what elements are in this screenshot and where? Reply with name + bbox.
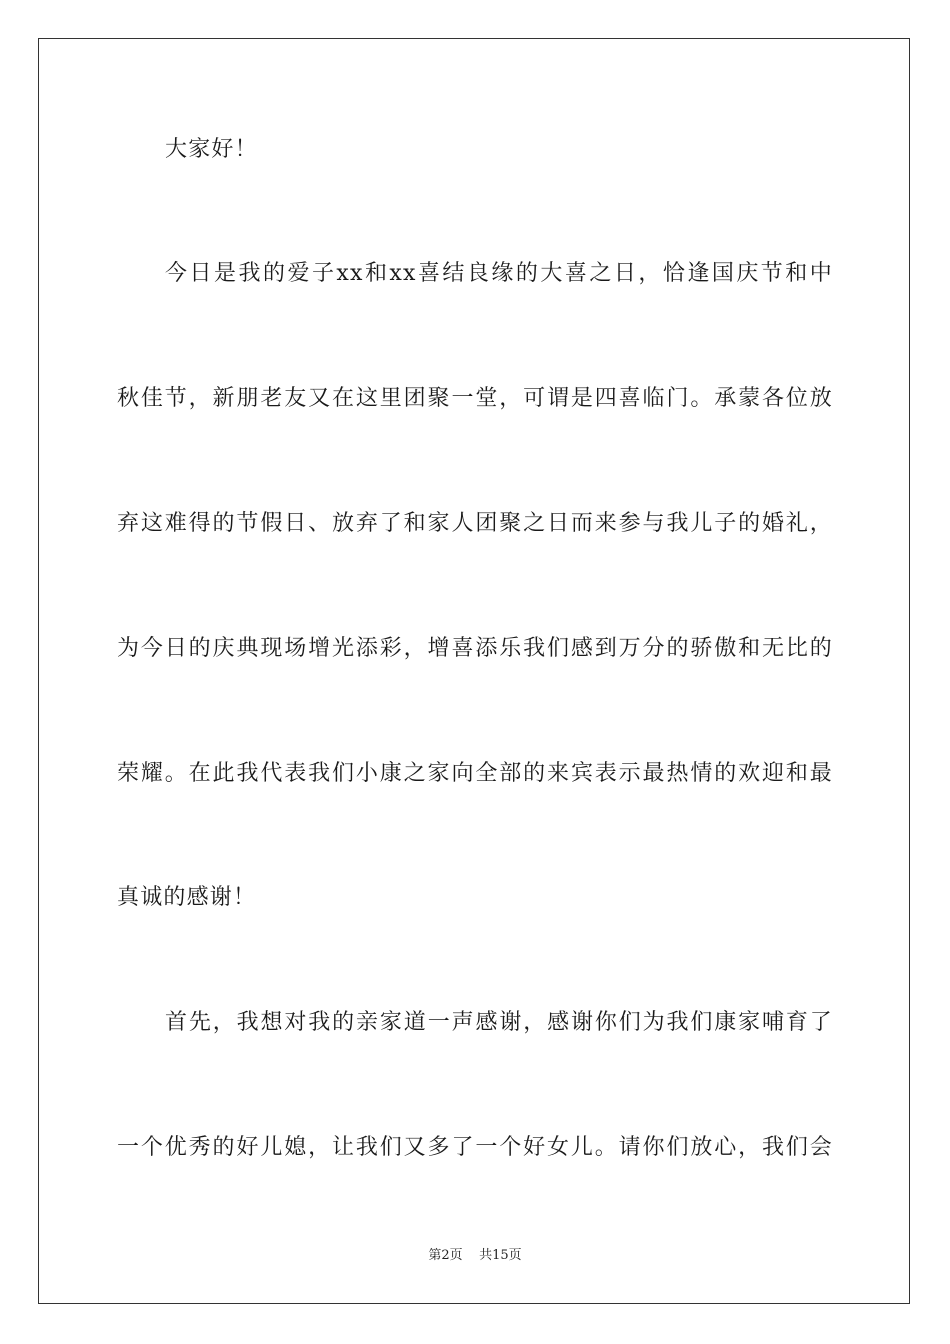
paragraph-1-line-2: 秋佳节，新朋老友又在这里团聚一堂，可谓是四喜临门。承蒙各位放 bbox=[117, 386, 833, 411]
page-number: 第2页 bbox=[428, 1248, 463, 1263]
paragraph-2-line-1: 首先，我想对我的亲家道一声感谢，感谢你们为我们康家哺育了 bbox=[165, 1010, 833, 1035]
paragraph-1-line-1: 今日是我的爱子xx和xx喜结良缘的大喜之日，恰逢国庆节和中 bbox=[165, 261, 833, 286]
page-total: 共15页 bbox=[479, 1248, 522, 1263]
footer-gap bbox=[463, 1248, 480, 1263]
page-border bbox=[38, 38, 910, 1304]
greeting-line: 大家好！ bbox=[165, 137, 258, 162]
paragraph-1-line-6: 真诚的感谢！ bbox=[117, 885, 257, 910]
page-footer bbox=[0, 1247, 950, 1265]
paragraph-1-line-3: 弃这难得的节假日、放弃了和家人团聚之日而来参与我儿子的婚礼， bbox=[117, 511, 833, 536]
paragraph-1-line-5: 荣耀。在此我代表我们小康之家向全部的来宾表示最热情的欢迎和最 bbox=[117, 761, 833, 786]
paragraph-1-line-4: 为今日的庆典现场增光添彩，增喜添乐我们感到万分的骄傲和无比的 bbox=[117, 636, 833, 661]
paragraph-2-line-2: 一个优秀的好儿媳，让我们又多了一个好女儿。请你们放心，我们会 bbox=[117, 1135, 833, 1160]
